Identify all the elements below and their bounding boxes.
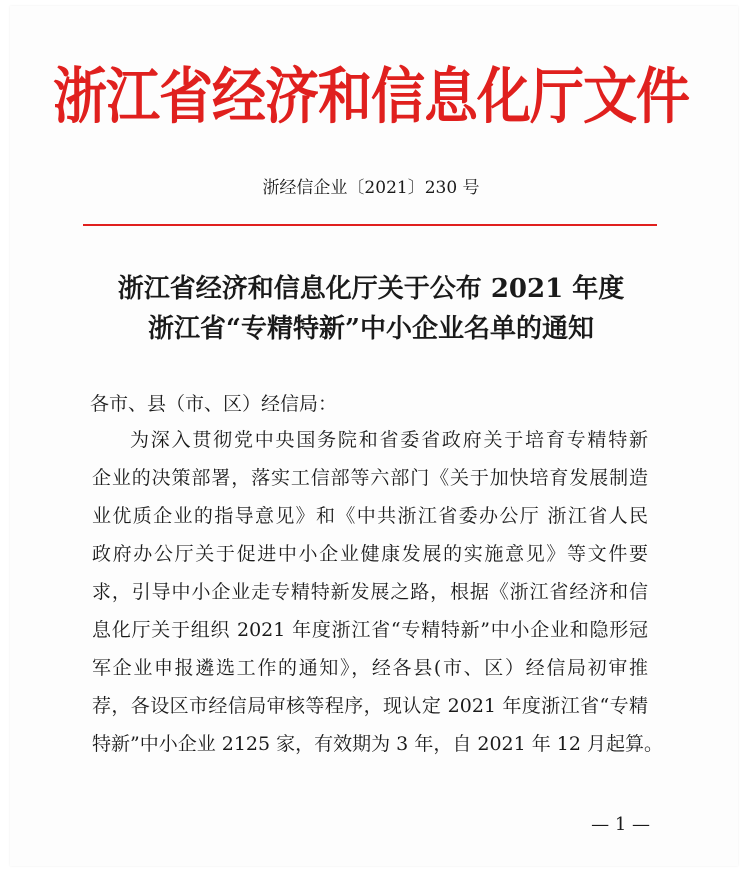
body-line: 军企业申报遴选工作的通知》，经各县(市、区）经信局初审推 xyxy=(92,657,648,679)
body-line: 息化厅关于组织 2021 年度浙江省“专精特新”中小企业和隐形冠 xyxy=(92,619,648,641)
body-line: 特新”中小企业 2125 家，有效期为 3 年，自 2021 年 12 月起算。 xyxy=(92,733,664,755)
addressee: 各市、县（市、区）经信局： xyxy=(90,393,338,415)
notice-title-line-1: 浙江省经济和信息化厅关于公布 2021 年度 xyxy=(117,274,625,304)
document-number: 浙经信企业〔2021〕230 号 xyxy=(262,178,480,198)
body-line: 政府办公厅关于促进中小企业健康发展的实施意见》等文件要 xyxy=(92,543,648,565)
body-line: 企业的决策部署，落实工信部等六部门《关于加快培育发展制造 xyxy=(92,467,648,489)
page-number: — 1 — xyxy=(591,814,650,835)
red-separator-rule xyxy=(83,224,657,226)
issuing-authority-header: 浙江省经济和信息化厅文件 xyxy=(53,60,689,132)
body-line: 求，引导中小企业走专精特新发展之路，根据《浙江省经济和信 xyxy=(92,581,648,603)
body-line: 荐，各设区市经信局审核等程序，现认定 2021 年度浙江省“专精 xyxy=(92,695,648,717)
body-line: 为深入贯彻党中央国务院和省委省政府关于培育专精特新 xyxy=(130,429,648,451)
notice-title-line-2: 浙江省“专精特新”中小企业名单的通知 xyxy=(148,314,594,344)
body-line: 业优质企业的指导意见》和《中共浙江省委办公厅 浙江省人民 xyxy=(92,505,648,527)
